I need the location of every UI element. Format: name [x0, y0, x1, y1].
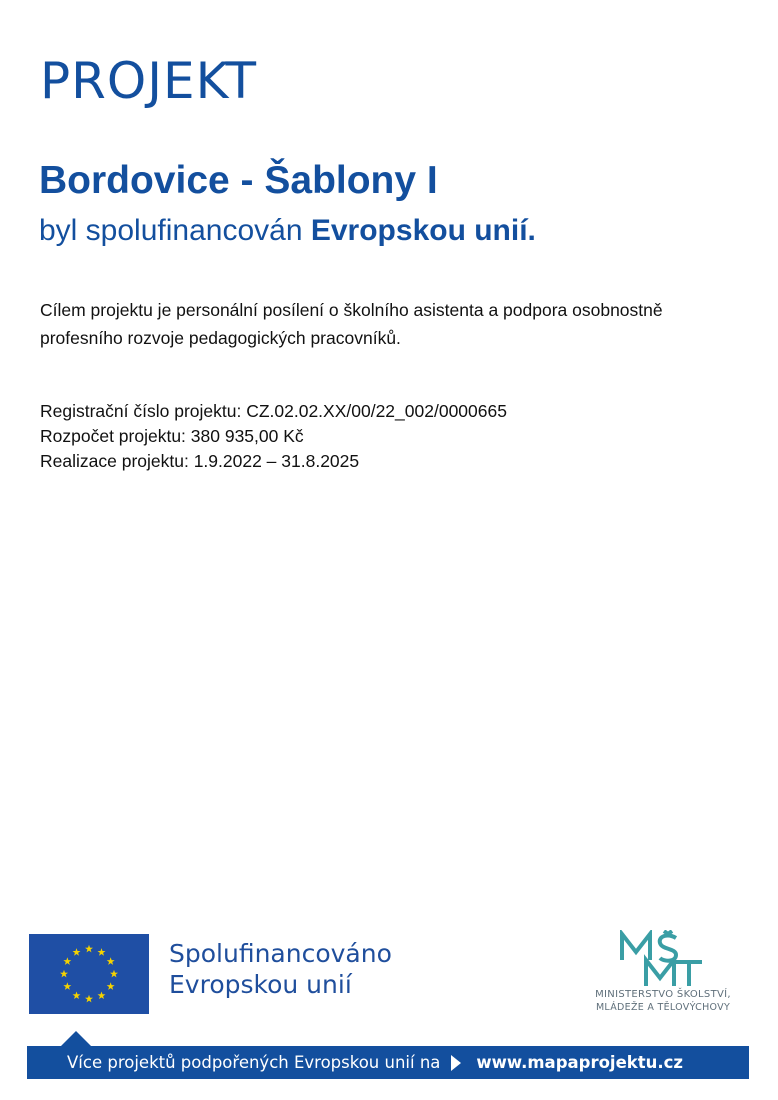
subtitle-emphasis: Evropskou unií.: [310, 214, 536, 247]
banner-text: Více projektů podpořených Evropskou unií na: [67, 1053, 441, 1072]
registration-number: Registrační číslo projektu: CZ.02.02.XX/00/22_002/0000665: [40, 401, 507, 421]
eu-label-line1: Spolufinancováno: [169, 939, 392, 968]
eu-cofinanced-label: [169, 938, 392, 1000]
triangle-right-icon: [450, 1054, 462, 1072]
project-title: Bordovice - Šablony I: [39, 159, 438, 202]
msmt-name: [574, 988, 752, 1014]
project-details: [40, 399, 507, 474]
implementation-period: Realizace projektu: 1.9.2022 – 31.8.2025: [40, 451, 360, 471]
budget: Rozpočet projektu: 380 935,00 Kč: [40, 426, 304, 446]
subtitle: [39, 214, 536, 247]
eu-flag-icon: [29, 934, 149, 1014]
footer-banner: [27, 1046, 749, 1079]
msmt-logo-icon: [618, 930, 706, 988]
subtitle-prefix: byl spolufinancován: [39, 214, 311, 247]
banner-notch: [60, 1031, 92, 1047]
project-goal: Cílem projektu je personální posílení o školního asistenta a podpora osobnostně profesního rozvoje pedagogických pracovníků.: [40, 300, 663, 348]
msmt-name-line2: MLÁDEŽE A TĚLOVÝCHOVY: [595, 1002, 731, 1013]
eu-label-line2: Evropskou unií: [169, 970, 352, 999]
mapaprojektu-link[interactable]: www.mapaprojektu.cz: [476, 1053, 684, 1072]
msmt-name-line1: MINISTERSTVO ŠKOLSTVÍ,: [595, 989, 731, 1000]
heading: PROJEKT: [40, 52, 258, 110]
